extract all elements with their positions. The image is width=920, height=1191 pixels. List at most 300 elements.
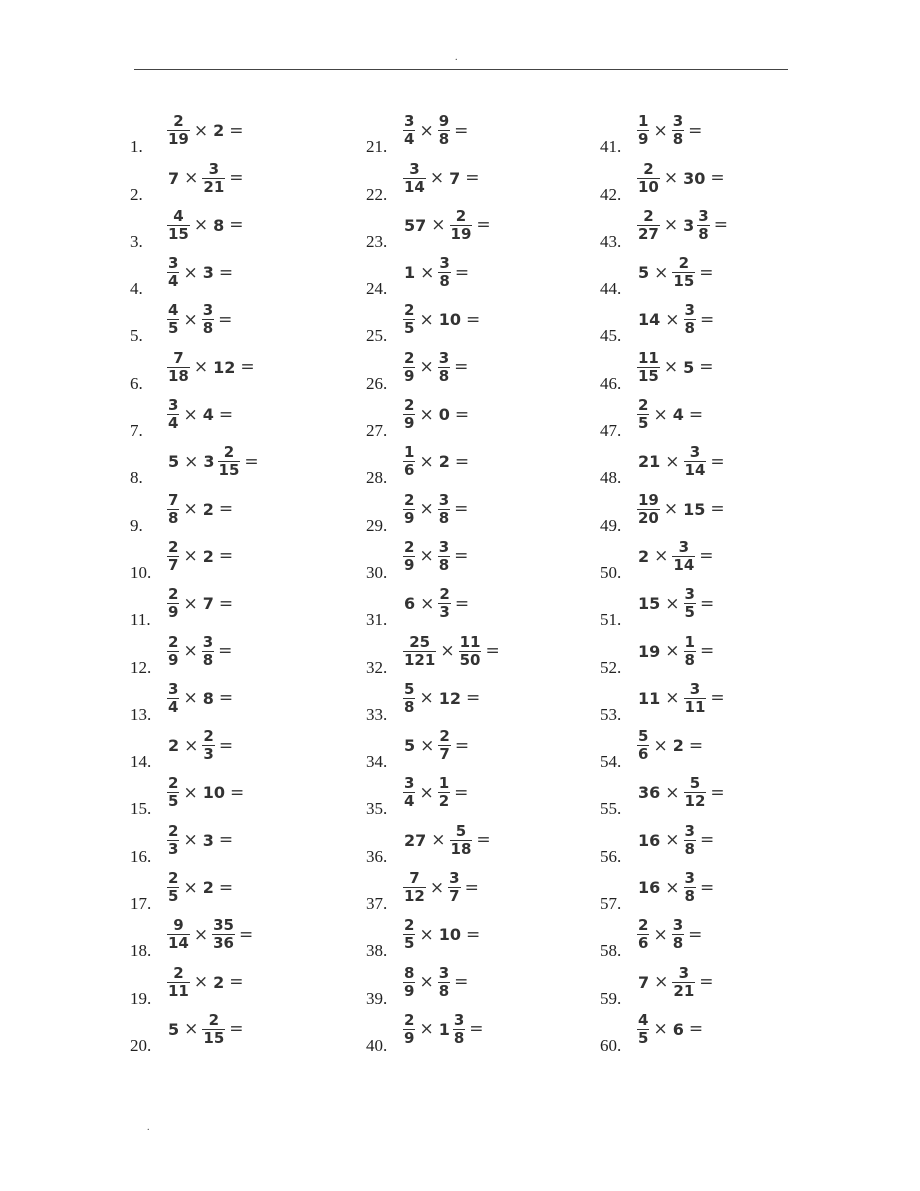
fraction [637,728,649,763]
fraction-numerator: 2 [439,727,450,746]
fraction-numerator: 3 [453,1010,465,1029]
whole-number: 0 [438,405,450,425]
times-sign: × [183,782,198,803]
problem-number: 38. [366,941,388,961]
problem-number: 33. [366,704,388,724]
problem-item [600,959,830,1006]
fraction [684,586,696,621]
fraction-numerator: 2 [404,916,415,935]
problem-number: 23. [366,231,388,251]
whole-number: 2 [438,452,450,472]
fraction-denominator: 15 [218,461,240,480]
fraction-numerator: 4 [173,206,184,225]
problem-item [366,108,596,155]
problem-expression [636,302,717,337]
problem-expression [636,1012,706,1047]
fraction-denominator: 5 [168,319,179,338]
whole-number: 5 [683,357,695,377]
times-sign: × [654,972,669,993]
fraction [167,681,179,716]
whole-number: 2 [168,736,180,756]
equals-sign: = [464,877,479,898]
fraction-denominator: 8 [684,319,695,338]
fraction-numerator: 3 [684,869,695,888]
times-sign: × [420,735,435,756]
fraction [637,113,649,148]
whole-number: 16 [638,878,661,898]
fraction-numerator: 2 [168,632,179,651]
problem-expression [166,397,236,432]
problem-expression [166,539,236,574]
fraction-numerator: 19 [638,490,659,509]
fraction [684,870,696,905]
whole-number: 1 [438,1019,450,1039]
problem-expression [166,823,236,858]
problem-number: 53. [600,704,622,724]
problem-number: 24. [366,279,388,299]
problem-number: 32. [366,657,388,677]
problem-item [600,486,830,533]
equals-sign: = [699,641,715,662]
whole-number: 21 [638,452,661,472]
fraction [637,1012,649,1047]
problem-number: 18. [130,941,152,961]
whole-number: 10 [438,310,461,330]
fraction [438,728,450,763]
times-sign: × [183,309,198,330]
problem-item [600,108,830,155]
whole-number: 4 [202,405,214,425]
fraction [167,539,179,574]
equals-sign: = [688,120,703,141]
problem-item [130,534,360,581]
times-sign: × [663,499,679,520]
fraction [637,350,660,385]
fraction-denominator: 14 [404,177,425,196]
problem-item [366,486,596,533]
equals-sign: = [454,499,469,520]
fraction-denominator: 20 [638,508,659,527]
problem-number: 20. [130,1035,152,1055]
fraction-numerator: 2 [638,396,649,415]
fraction-numerator: 2 [173,112,184,131]
problem-item [600,155,830,202]
fraction-numerator: 3 [678,537,690,556]
whole-number: 2 [213,121,225,141]
fraction-denominator: 18 [450,839,472,858]
fraction-numerator: 3 [689,443,701,462]
problem-number: 1. [130,137,143,157]
problem-expression [166,634,235,669]
problem-item [600,1007,830,1054]
equals-sign: = [713,215,728,236]
fraction [167,350,190,385]
times-sign: × [419,546,434,567]
problem-number: 31. [366,610,388,630]
times-sign: × [183,262,198,283]
fraction-numerator: 1 [684,632,695,651]
fraction-denominator: 19 [168,130,189,149]
times-sign: × [665,688,680,709]
fraction-numerator: 9 [173,916,184,935]
times-sign: × [183,641,198,662]
times-sign: × [420,262,435,283]
fraction-numerator: 3 [168,679,179,698]
problem-number: 35. [366,799,388,819]
problem-expression [166,492,236,527]
fraction-denominator: 50 [459,650,481,669]
fraction-numerator: 2 [404,1010,415,1029]
problem-item [366,865,596,912]
fraction [218,444,241,479]
fraction [438,539,450,574]
whole-number: 5 [638,263,650,283]
fraction [684,681,707,716]
problem-column-3 [600,108,830,1054]
times-sign: × [663,168,679,189]
problem-item [366,297,596,344]
times-sign: × [183,593,198,614]
equals-sign: = [710,782,725,803]
problem-item [366,155,596,202]
problem-number: 56. [600,846,622,866]
fraction [459,634,482,669]
problem-item [366,912,596,959]
problem-number: 8. [130,468,143,488]
problem-item [600,770,830,817]
problem-item [366,1007,596,1054]
equals-sign: = [688,404,704,425]
whole-number: 2 [202,878,214,898]
problem-expression [402,397,472,432]
fraction [438,113,450,148]
fraction-numerator: 2 [678,254,690,273]
problem-number: 2. [130,184,143,204]
fraction-numerator: 3 [438,490,450,509]
times-sign: × [184,451,199,472]
whole-number: 7 [168,168,180,188]
fraction-denominator: 14 [673,555,695,574]
fraction-numerator: 2 [404,301,415,320]
problem-expression [166,870,236,905]
problem-expression [166,113,247,148]
problem-expression [636,208,731,243]
equals-sign: = [229,972,244,993]
problem-number: 59. [600,988,622,1008]
header-rule [134,69,788,70]
times-sign: × [193,924,209,945]
whole-number: 7 [202,594,214,614]
fraction-numerator: 3 [208,159,220,178]
whole-number: 15 [638,594,661,614]
fraction-denominator: 14 [168,934,189,953]
times-sign: × [419,357,434,378]
equals-sign: = [465,309,481,330]
equals-sign: = [688,924,703,945]
fraction-denominator: 9 [404,508,415,527]
fraction [212,917,235,952]
fraction-numerator: 11 [638,348,659,367]
fraction-denominator: 15 [203,1028,225,1047]
whole-number: 3 [203,452,215,472]
whole-number: 12 [438,688,461,708]
times-sign: × [653,924,668,945]
equals-sign: = [454,972,469,993]
fraction-numerator: 2 [173,963,184,982]
times-sign: × [193,972,209,993]
equals-sign: = [239,924,254,945]
equals-sign: = [218,404,234,425]
fraction-numerator: 5 [404,679,415,698]
problem-number: 7. [130,421,143,441]
problem-number: 19. [130,988,152,1008]
fraction-numerator: 8 [404,963,415,982]
equals-sign: = [699,593,715,614]
problem-number: 51. [600,610,622,630]
equals-sign: = [469,1019,484,1040]
problem-number: 15. [130,799,152,819]
equals-sign: = [244,451,259,472]
whole-number: 6 [672,1019,684,1039]
equals-sign: = [218,735,234,756]
fraction-denominator: 9 [404,981,415,1000]
fraction [403,1012,415,1047]
problem-item [130,723,360,770]
problem-expression [402,586,472,621]
fraction [697,208,709,243]
times-sign: × [431,830,446,851]
problem-item [600,676,830,723]
fraction [438,965,450,1000]
equals-sign: = [218,499,234,520]
fraction-numerator: 3 [202,301,214,320]
fraction-numerator: 2 [203,727,214,746]
fraction-denominator: 6 [638,745,649,764]
problem-expression [166,775,247,810]
fraction-numerator: 5 [689,774,701,793]
fraction-denominator: 9 [638,130,649,149]
whole-number: 10 [438,925,461,945]
fraction-denominator: 8 [438,508,450,527]
problem-number: 13. [130,704,152,724]
fraction-denominator: 8 [438,555,450,574]
times-sign: × [665,830,680,851]
problem-expression [636,728,706,763]
problem-expression [636,681,728,716]
fraction-numerator: 2 [439,585,450,604]
equals-sign: = [229,782,245,803]
fraction [438,492,450,527]
fraction-numerator: 3 [684,585,695,604]
times-sign: × [419,782,434,803]
fraction-denominator: 14 [684,461,706,480]
problem-item [366,439,596,486]
fraction-denominator: 36 [213,934,234,953]
problem-expression [402,965,471,1000]
problem-item [600,723,830,770]
fraction-denominator: 6 [404,461,415,480]
fraction-denominator: 9 [404,414,415,433]
whole-number: 36 [638,783,661,803]
problem-number: 9. [130,515,143,535]
equals-sign: = [454,451,470,472]
problem-item [130,203,360,250]
times-sign: × [665,451,680,472]
fraction-numerator: 3 [698,206,709,225]
fraction [167,870,179,905]
equals-sign: = [699,546,714,567]
problem-expression [402,113,471,148]
whole-number: 15 [683,499,706,519]
problem-item [130,959,360,1006]
whole-number: 7 [449,168,461,188]
fraction-denominator: 5 [638,1028,649,1047]
problem-number: 12. [130,657,152,677]
fraction [202,302,214,337]
problem-number: 37. [366,894,388,914]
fraction-numerator: 3 [409,159,420,178]
problem-item [600,534,830,581]
fraction-numerator: 2 [404,537,415,556]
problem-expression [166,728,236,763]
problem-expression [402,1012,487,1047]
problem-expression [166,208,247,243]
problem-item [366,392,596,439]
equals-sign: = [710,451,725,472]
problem-number: 3. [130,231,143,251]
problem-number: 22. [366,184,388,204]
problem-number: 44. [600,279,622,299]
problem-expression [402,823,494,858]
fraction-denominator: 8 [438,130,450,149]
fraction-numerator: 11 [459,632,481,651]
fraction [438,255,450,290]
fraction-denominator: 19 [450,224,472,243]
problem-number: 29. [366,515,388,535]
fraction-denominator: 7 [168,555,179,574]
equals-sign: = [454,593,470,614]
problem-expression [636,255,717,290]
fraction [403,681,415,716]
equals-sign: = [465,168,480,189]
problem-item [130,912,360,959]
fraction-numerator: 2 [168,821,179,840]
problem-number: 50. [600,562,622,582]
whole-number: 5 [168,1019,180,1039]
problem-expression [636,586,717,621]
fraction-numerator: 5 [455,821,467,840]
problem-expression [636,113,705,148]
fraction-numerator: 3 [678,963,690,982]
problem-item [130,297,360,344]
fraction-denominator: 7 [439,745,450,764]
fraction-denominator: 8 [439,272,450,291]
fraction-denominator: 8 [438,366,450,385]
fraction-denominator: 8 [672,934,684,953]
fraction-denominator: 4 [404,130,415,149]
times-sign: × [653,120,668,141]
whole-number: 3 [202,263,214,283]
fraction-numerator: 7 [173,348,184,367]
fraction-denominator: 15 [673,272,695,291]
fraction-denominator: 21 [673,981,695,1000]
fraction-denominator: 4 [404,792,415,811]
fraction-numerator: 7 [409,869,420,888]
times-sign: × [193,215,209,236]
times-sign: × [419,120,434,141]
fraction-numerator: 3 [438,537,450,556]
times-sign: × [431,215,446,236]
fraction-denominator: 5 [404,934,415,953]
problem-number: 26. [366,373,388,393]
equals-sign: = [218,309,233,330]
fraction-numerator: 2 [455,206,467,225]
equals-sign: = [218,830,234,851]
fraction-denominator: 18 [168,366,189,385]
fraction-denominator: 121 [404,650,436,669]
fraction-denominator: 5 [684,603,695,622]
problem-expression [402,681,483,716]
problem-number: 39. [366,988,388,1008]
equals-sign: = [218,877,234,898]
problem-number: 36. [366,846,388,866]
whole-number: 3 [202,830,214,850]
fraction-numerator: 2 [643,159,654,178]
fraction [672,113,684,148]
times-sign: × [653,404,668,425]
fraction [438,775,450,810]
fraction [403,634,436,669]
fraction-numerator: 3 [672,112,684,131]
fraction-numerator: 2 [404,490,415,509]
footer-mark: . [147,1122,150,1133]
problem-item [130,628,360,675]
fraction-numerator: 3 [202,632,214,651]
equals-sign: = [710,499,725,520]
fraction-denominator: 11 [684,697,706,716]
fraction-numerator: 3 [684,301,695,320]
problem-expression [636,775,728,810]
fraction [672,917,684,952]
equals-sign: = [229,215,244,236]
fraction [167,302,179,337]
whole-number: 1 [404,263,416,283]
fraction-numerator: 4 [168,301,179,320]
problem-expression [636,539,717,574]
whole-number: 10 [202,783,225,803]
problem-item [130,865,360,912]
fraction-denominator: 9 [168,650,179,669]
times-sign: × [184,168,199,189]
times-sign: × [440,641,455,662]
times-sign: × [665,641,680,662]
problem-number: 42. [600,184,622,204]
fraction [167,917,190,952]
problem-item [130,250,360,297]
problem-expression [166,917,256,952]
problem-column-2 [366,108,596,1054]
problem-number: 47. [600,421,622,441]
problem-expression [166,255,236,290]
whole-number: 16 [638,830,661,850]
fraction-denominator: 8 [202,650,214,669]
problem-number: 17. [130,894,152,914]
fraction [450,823,473,858]
fraction [167,634,179,669]
fraction [167,823,179,858]
equals-sign: = [465,924,481,945]
fraction-numerator: 2 [168,585,179,604]
